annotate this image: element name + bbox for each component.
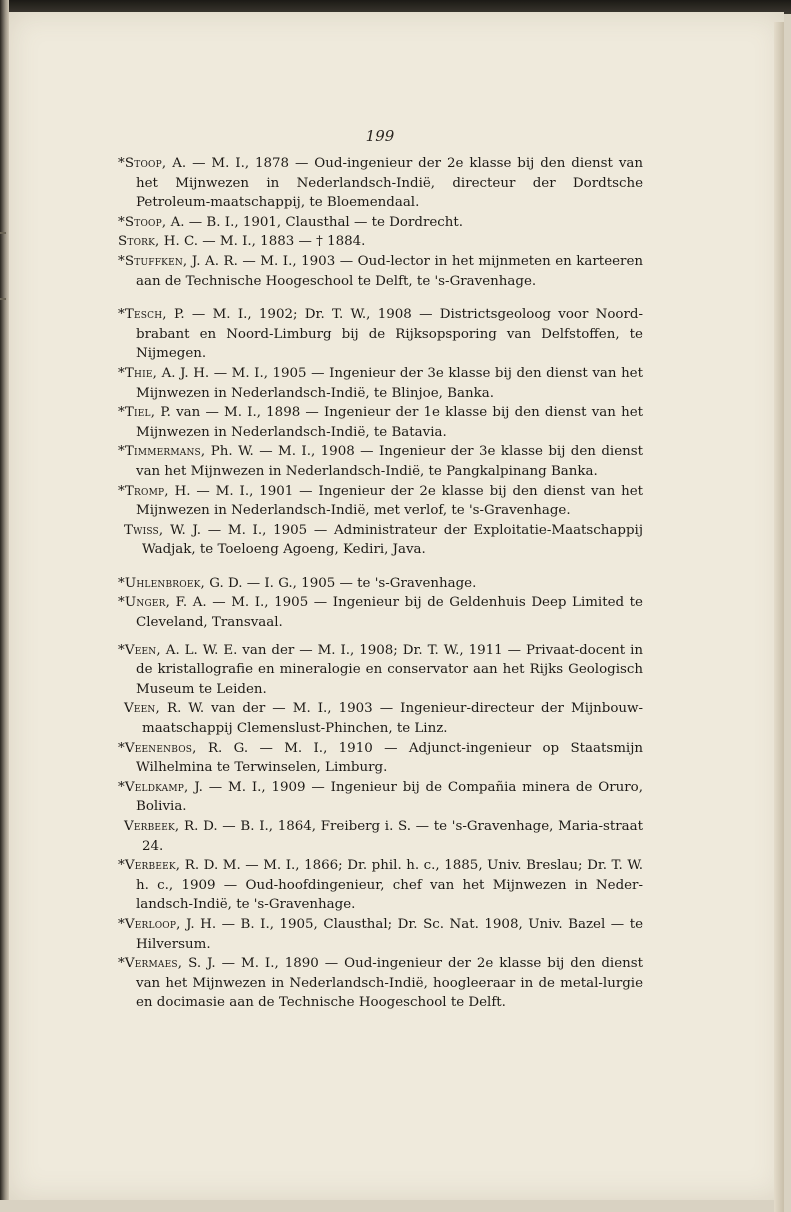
entry-text: R. G. — M. I., 1910 — Adjunct-ingenieur op Staatsmijn Wilhelmina te Terwinselen, Limburg. — [136, 740, 643, 776]
entry-name: *Thie, — [118, 365, 158, 381]
entry-text: A. — M. I., 1878 — Oud-ingenieur der 2e klasse bij den dienst van het Mijnwezen in Nederlandsch-Indië, directeur der Dordtsche Petroleum-maatschappij, te Bloemendaal. — [136, 156, 643, 211]
entry-name: Twiss, — [124, 522, 164, 538]
entry-name: *Tiel, — [118, 405, 156, 421]
entry-name: *Vermaes, — [118, 956, 183, 972]
register-entries — [118, 154, 643, 1013]
register-entry — [118, 364, 643, 403]
register-entry — [124, 521, 643, 560]
entry-name: *Veen, — [118, 642, 161, 658]
register-entry — [118, 574, 643, 594]
entry-name: *Unger, — [118, 595, 171, 611]
entry-text: A. J. H. — M. I., 1905 — Ingenieur der 3e klasse bij den dienst van het Mijnwezen in Nederlandsch-Indië, te Blinjoe, Banka. — [136, 365, 643, 401]
entry-text: A. — B. I., 1901, Clausthal — te Dordrecht. — [166, 214, 464, 230]
entry-text: J. — M. I., 1909 — Ingenieur bij de Compañia minera de Oruro, Bolivia. — [136, 779, 643, 815]
register-entry — [118, 915, 643, 954]
entry-text: H. — M. I., 1901 — Ingenieur der 2e klasse bij den dienst van het Mijnwezen in Nederlandsch-Indië, met verlof, te 's-Gravenhage. — [136, 483, 643, 519]
entry-text: H. C. — M. I., 1883 — † 1884. — [159, 234, 366, 250]
register-entry — [118, 213, 643, 233]
register-entry — [118, 778, 643, 817]
entry-text: F. A. — M. I., 1905 — Ingenieur bij de Geldenhuis Deep Limited te Cleveland, Transvaal. — [136, 595, 643, 631]
register-entry — [118, 252, 643, 291]
page-number: 199 — [365, 127, 395, 145]
entry-text: Ph. W. — M. I., 1908 — Ingenieur der 3e klasse bij den dienst van het Mijnwezen in Nederlandsch-Indië, te Pangkalpinang Banka. — [136, 444, 643, 479]
page-edge — [774, 22, 784, 1212]
entry-text: G. D. — I. G., 1905 — te 's-Gravenhage. — [204, 575, 477, 591]
section-gap — [118, 560, 643, 574]
register-entry — [118, 482, 643, 521]
entry-name: *Stuffken, — [118, 253, 188, 269]
register-entry — [118, 739, 643, 778]
scan-binding-edge — [0, 0, 9, 1200]
register-entry — [118, 442, 643, 481]
register-entry — [118, 154, 643, 213]
entry-name: *Stoop, — [118, 214, 167, 230]
entry-name: *Uhlenbroek, — [118, 575, 205, 591]
entry-name: *Veenenbos, — [118, 740, 197, 756]
entry-name: *Stoop, — [118, 156, 167, 171]
entry-name: *Tesch, — [118, 307, 167, 323]
register-entry — [118, 593, 643, 632]
register-entry — [118, 641, 643, 700]
entry-name: *Veldkamp, — [118, 779, 189, 795]
entry-name: *Verbeek, — [118, 858, 181, 874]
register-entry — [124, 699, 643, 738]
binding-mark — [0, 298, 6, 300]
entry-name: Verbeek, — [124, 819, 180, 834]
register-entry — [118, 232, 643, 252]
entry-text: J. A. R. — M. I., 1903 — Oud-lector in het mijnmeten en karteeren aan de Technische Hoogeschool te Delft, te 's-Gravenhage. — [136, 253, 643, 289]
entry-text: R. D. — B. I., 1864, Freiberg i. S. — te 's-Gravenhage, Maria-straat 24. — [142, 819, 643, 854]
entry-text: S. J. — M. I., 1890 — Oud-ingenieur der 2e klasse bij den dienst van het Mijnwezen in Nederlandsch-Indië, hoogleeraar in de metal-lurgie en docimasie aan de Technische Hoogeschool te Delft. — [136, 956, 643, 1011]
entry-name: Veen, — [124, 701, 160, 717]
entry-name: *Tromp, — [118, 483, 169, 499]
register-entry — [118, 954, 643, 1013]
register-entry — [118, 856, 643, 915]
entry-text: R. D. M. — M. I., 1866; Dr. phil. h. c., 1885, Univ. Breslau; Dr. T. W. h. c., 1909 — Oud-hoofdingenieur, chef van het Mijnwezen in Neder-landsch-Indië, te 's-Gravenhage. — [136, 858, 643, 913]
section-gap — [118, 633, 643, 641]
entry-text: A. L. W. E. van der — M. I., 1908; Dr. T. W., 1911 — Privaat-docent in de kristallografie en mineralogie en conservator aan het Rijks Geologisch Museum te Leiden. — [136, 642, 643, 697]
entry-text: R. W. van der — M. I., 1903 — Ingenieur-directeur der Mijnbouw-maatschappij Clemenslust-Phinchen, te Linz. — [142, 701, 643, 737]
entry-text: P. van — M. I., 1898 — Ingenieur der 1e klasse bij den dienst van het Mijnwezen in Nederlandsch-Indië, te Batavia. — [136, 405, 643, 440]
register-entry — [118, 403, 643, 442]
entry-text: J. H. — B. I., 1905, Clausthal; Dr. Sc. Nat. 1908, Univ. Bazel — te Hilversum. — [136, 916, 643, 952]
entry-name: *Timmermans, — [118, 444, 206, 460]
register-entry — [118, 305, 643, 364]
entry-text: W. J. — M. I., 1905 — Administrateur der Exploitatie-Maatschappij Wadjak, te Toeloeng Agoeng, Kediri, Java. — [142, 522, 643, 558]
entry-text: P. — M. I., 1902; Dr. T. W., 1908 — Districtsgeoloog voor Noord-brabant en Noord-Limburg bij de Rijksopsporing van Delfstoffen, te Nijmegen. — [136, 307, 643, 362]
entry-name: *Verloop, — [118, 916, 181, 932]
binding-mark — [0, 232, 6, 234]
entry-name: Stork, — [118, 234, 160, 250]
section-gap — [118, 291, 643, 305]
register-entry — [124, 817, 643, 856]
